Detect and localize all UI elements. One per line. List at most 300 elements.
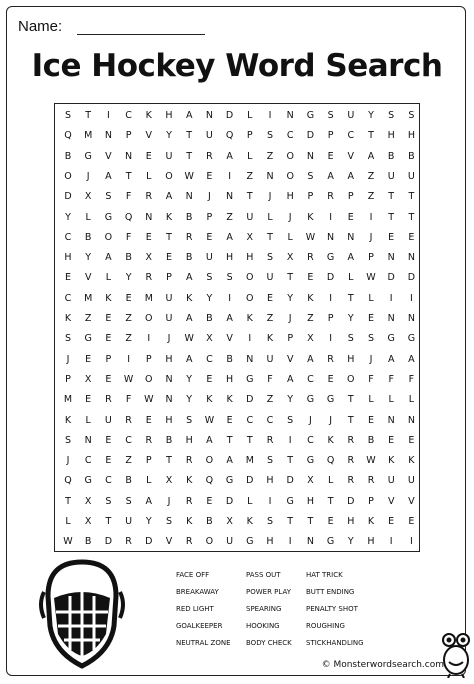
grid-letter: L [65,516,71,527]
grid-letter: Q [225,130,234,142]
grid-letter: I [268,495,272,507]
grid-letter: B [125,252,132,264]
grid-letter: C [125,434,132,446]
grid-letter: A [408,353,415,365]
grid-letter: C [266,414,274,426]
grid-row [55,106,419,126]
grid-letter: P [166,272,172,284]
grid-letter: P [368,495,374,507]
grid-letter: Y [186,394,193,406]
grid-letter: R [327,353,334,365]
grid-letter: H [387,130,395,142]
grid-letter: T [267,231,273,243]
grid-letter: G [306,110,315,121]
word-list-item: GOALKEEPER [176,622,223,630]
grid-letter: U [407,475,415,487]
grid-letter: E [327,373,334,385]
grid-letter: G [84,333,92,345]
grid-letter: W [184,333,194,345]
grid-letter: T [246,434,253,446]
grid-letter: O [205,536,214,548]
grid-letter: N [387,252,395,264]
grid-letter: R [266,434,274,446]
grid-letter: H [64,252,72,264]
grid-letter: L [287,231,293,243]
grid-letter: I [127,353,130,365]
grid-letter: Z [266,394,274,406]
grid-letter: A [165,191,173,203]
word-list-item: PASS OUT [246,571,281,579]
grid-letter: S [287,414,294,426]
grid-letter: E [206,231,213,243]
grid-letter: H [367,536,375,548]
grid-letter: R [145,434,153,446]
grid-letter: R [206,150,213,162]
grid-letter: J [268,191,272,203]
grid-letter: O [64,170,72,182]
grid-letter: S [408,110,415,121]
grid-letter: X [307,333,314,345]
grid-letter: K [145,110,152,121]
grid-letter: H [246,252,254,264]
grid-letter: N [327,231,335,243]
grid-letter: L [388,394,394,406]
grid-letter: D [145,536,153,548]
grid-letter: X [145,252,153,264]
grid-letter: D [306,130,315,142]
grid-letter: E [408,516,415,527]
grid-letter: E [206,170,213,182]
grid-letter: A [226,455,233,467]
grid-letter: N [145,211,153,223]
grid-letter: S [64,110,72,121]
grid-letter: B [367,434,375,446]
grid-letter: S [266,516,274,527]
grid-letter: S [367,333,375,345]
grid-letter: R [145,191,153,203]
grid-letter: P [327,313,334,324]
grid-letter: R [185,231,193,243]
grid-letter: N [125,150,133,162]
grid-letter: N [165,373,173,385]
grid-letter: Z [367,191,375,203]
grid-letter: U [125,516,133,527]
grid-letter: Z [367,170,375,182]
monster-mascot-icon [438,628,474,678]
grid-letter: V [165,536,173,548]
grid-letter: X [226,516,233,527]
grid-letter: F [388,373,394,385]
grid-letter: S [105,495,112,507]
grid-letter: P [287,333,294,345]
grid-letter: N [104,130,112,142]
grid-letter: I [147,333,151,345]
grid-letter: L [247,495,253,507]
grid-letter: R [125,536,132,548]
grid-letter: T [347,414,354,426]
grid-letter: T [327,495,334,507]
grid-letter: R [347,434,355,446]
grid-letter: P [145,353,152,365]
grid-letter: S [206,272,213,284]
grid-letter: C [105,475,112,487]
grid-letter: A [226,313,233,324]
grid-letter: E [408,231,415,243]
grid-letter: T [105,516,112,527]
grid-letter: W [366,272,376,284]
grid-letter: V [145,130,153,142]
grid-letter: L [267,211,273,223]
grid-letter: J [167,495,171,507]
grid-letter: R [125,414,132,426]
grid-letter: H [185,434,193,446]
grid-letter: J [167,333,171,345]
grid-letter: J [66,353,70,365]
grid-letter: X [84,516,92,527]
grid-letter: F [368,373,374,385]
grid-letter: E [327,516,334,527]
grid-letter: K [307,211,314,223]
grid-letter: N [185,191,193,203]
grid-letter: A [226,150,233,162]
grid-letter: Q [64,475,72,487]
grid-letter: C [286,130,294,142]
grid-letter: W [184,170,194,182]
grid-letter: N [226,191,234,203]
grid-letter: R [105,394,112,406]
grid-letter: N [347,231,355,243]
word-list-item: POWER PLAY [246,588,291,596]
grid-letter: O [165,170,173,182]
grid-letter: T [307,516,314,527]
grid-row [55,512,419,532]
word-list-item: SPEARING [246,605,282,613]
word-list-item: RED LIGHT [176,605,214,613]
grid-row [55,431,419,451]
grid-letter: R [367,475,375,487]
grid-letter: P [125,130,132,142]
grid-letter: B [84,536,92,548]
grid-letter: E [145,414,152,426]
grid-letter: U [266,353,274,365]
name-write-line [77,34,205,35]
grid-letter: E [408,434,415,446]
grid-letter: A [327,170,334,182]
grid-letter: E [105,455,112,467]
grid-letter: G [387,333,395,345]
grid-letter: X [84,191,92,203]
grid-letter: C [246,414,254,426]
grid-row [55,370,419,390]
grid-letter: T [388,211,395,223]
grid-letter: L [247,150,253,162]
grid-letter: V [408,495,415,507]
grid-letter: B [387,150,395,162]
grid-letter: M [84,292,93,304]
grid-letter: Y [287,292,294,304]
grid-letter: G [306,394,315,406]
grid-letter: A [185,313,193,324]
grid-letter: Q [326,455,335,467]
grid-letter: T [368,130,374,142]
word-list-item: ROUGHING [306,622,345,630]
grid-letter: Y [166,130,172,142]
grid-letter: D [104,536,113,548]
grid-letter: N [165,394,173,406]
grid-row [55,350,419,370]
grid-letter: H [266,475,274,487]
grid-letter: B [64,150,72,162]
grid-letter: C [307,373,314,385]
grid-letter: X [286,252,294,264]
grid-letter: L [348,272,354,284]
word-list-item: BREAKAWAY [176,588,219,596]
grid-letter: A [367,150,375,162]
grid-letter: K [408,455,415,467]
grid-letter: X [165,475,173,487]
grid-letter: P [307,191,314,203]
word-list-item: BODY CHECK [246,639,292,647]
goalie-mask-icon [34,556,130,674]
grid-letter: H [165,353,173,365]
grid-letter: P [65,373,71,385]
grid-letter: A [226,231,233,243]
word-list-item: STICKHANDLING [306,639,364,647]
grid-letter: S [327,110,334,121]
grid-letter: O [246,292,254,304]
grid-letter: I [268,110,272,121]
grid-letter: E [367,313,374,324]
grid-letter: K [64,313,72,324]
grid-letter: V [105,150,112,162]
grid-letter: W [144,394,154,406]
grid-letter: N [84,434,92,446]
grid-letter: Z [125,333,132,345]
grid-letter: Y [65,211,71,223]
grid-letter: M [84,130,93,142]
grid-letter: Z [266,150,274,162]
grid-letter: G [246,373,254,385]
grid-letter: L [368,394,374,406]
grid-letter: T [347,394,354,406]
grid-letter: I [389,536,393,548]
grid-letter: I [369,211,373,223]
grid-letter: R [347,475,355,487]
grid-letter: Y [85,252,92,264]
grid-letter: S [347,333,354,345]
grid-letter: X [84,373,92,385]
grid-letter: S [125,495,132,507]
grid-letter: I [329,211,332,223]
grid-letter: T [125,170,132,182]
grid-letter: J [369,353,373,365]
grid-letter: G [326,252,335,264]
grid-letter: D [246,475,254,487]
grid-letter: E [145,150,152,162]
grid-letter: A [185,353,193,365]
grid-letter: W [123,373,134,385]
grid-letter: C [307,434,314,446]
grid-letter: N [205,110,213,121]
grid-row [55,126,419,146]
grid-letter: B [226,353,233,365]
grid-letter: T [246,191,253,203]
grid-letter: Q [124,211,133,223]
grid-letter: G [306,455,315,467]
grid-letter: B [408,150,415,162]
grid-letter: O [246,272,254,284]
grid-letter: I [288,536,292,548]
grid-letter: H [286,191,294,203]
grid-letter: K [105,292,112,304]
grid-letter: K [388,455,395,467]
grid-letter: H [407,130,415,142]
grid-letter: D [225,110,234,121]
grid-letter: G [286,495,294,507]
grid-letter: B [185,252,193,264]
grid-letter: I [409,292,413,304]
grid-letter: T [408,211,415,223]
grid-letter: A [286,373,294,385]
grid-letter: G [246,536,254,548]
grid-letter: G [84,150,92,162]
grid-letter: W [204,414,215,426]
grid-letter: D [326,272,335,284]
grid-letter: P [347,191,354,203]
grid-letter: K [186,516,193,527]
grid-letter: O [104,231,113,243]
grid-letter: B [206,313,213,324]
grid-letter: E [85,394,92,406]
grid-letter: R [185,455,193,467]
grid-letter: G [326,536,335,548]
grid-letter: N [407,252,415,264]
grid-letter: Z [226,211,233,223]
grid-letter: S [186,414,193,426]
grid-letter: N [246,353,254,365]
grid-row [55,208,419,228]
grid-letter: Y [287,394,294,406]
grid-letter: P [206,211,213,223]
grid-letter: X [246,231,254,243]
grid-letter: S [266,455,274,467]
grid-letter: U [165,150,173,162]
grid-letter: V [387,495,395,507]
grid-letter: A [307,353,314,365]
grid-letter: F [125,231,132,243]
grid-letter: F [125,191,132,203]
grid-letter: M [144,292,153,304]
word-list-item: HOOKING [246,622,280,630]
grid-letter: E [307,272,314,284]
grid-letter: D [347,495,355,507]
grid-letter: G [225,475,234,487]
grid-letter: C [125,110,132,121]
grid-letter: X [307,475,314,487]
grid-row [55,309,419,329]
grid-letter: E [125,292,132,304]
grid-letter: K [226,394,233,406]
grid-letter: X [206,333,213,345]
grid-letter: U [266,272,274,284]
grid-letter: T [186,130,193,142]
grid-letter: P [327,130,334,142]
grid-letter: T [388,191,395,203]
name-label: Name: [18,18,63,35]
grid-letter: O [145,313,153,324]
grid-letter: K [206,394,213,406]
grid-letter: H [165,414,173,426]
grid-letter: D [286,475,294,487]
grid-letter: F [408,373,415,385]
grid-letter: T [65,495,71,507]
grid-letter: L [85,414,91,426]
grid-letter: G [326,394,335,406]
grid-letter: K [165,211,173,223]
grid-letter: J [86,170,90,182]
grid-letter: R [185,536,193,548]
grid-letter: E [206,373,213,385]
grid-letter: I [248,333,252,345]
grid-letter: N [266,170,274,182]
grid-letter: K [327,434,334,446]
word-list-item: NEUTRAL ZONE [176,639,231,647]
grid-letter: T [347,292,354,304]
grid-letter: U [407,170,415,182]
grid-letter: H [266,536,274,548]
grid-letter: R [347,455,355,467]
grid-letter: N [306,150,314,162]
grid-letter: B [165,434,173,446]
grid-letter: J [66,455,70,467]
grid-letter: U [165,292,173,304]
grid-letter: J [288,211,292,223]
grid-row [55,187,419,207]
grid-letter: Q [64,130,72,142]
grid-letter: B [206,516,213,527]
grid-letter: K [307,292,314,304]
grid-letter: E [327,150,334,162]
grid-letter: E [266,292,273,304]
grid-letter: Z [246,170,254,182]
grid-letter: E [388,434,395,446]
grid-letter: T [85,110,92,121]
grid-letter: S [64,434,72,446]
grid-letter: E [367,414,374,426]
grid-letter: D [407,272,416,284]
grid-letter: S [266,252,274,264]
grid-letter: E [347,211,354,223]
grid-letter: S [226,272,233,284]
grid-letter: T [226,434,233,446]
grid-letter: N [387,313,395,324]
grid-letter: N [407,313,415,324]
grid-letter: L [105,272,112,284]
grid-letter: R [145,272,153,284]
grid-letter: N [407,414,415,426]
grid-letter: H [165,110,173,121]
grid-letter: Y [368,110,374,121]
word-list-item: BUTT ENDING [306,588,355,596]
grid-letter: S [266,130,274,142]
grid-letter: E [105,373,112,385]
grid-letter: U [347,110,355,121]
grid-letter: P [246,130,253,142]
grid-letter: C [64,231,72,243]
grid-letter: U [104,414,112,426]
grid-row [55,411,419,431]
grid-row [55,248,419,268]
